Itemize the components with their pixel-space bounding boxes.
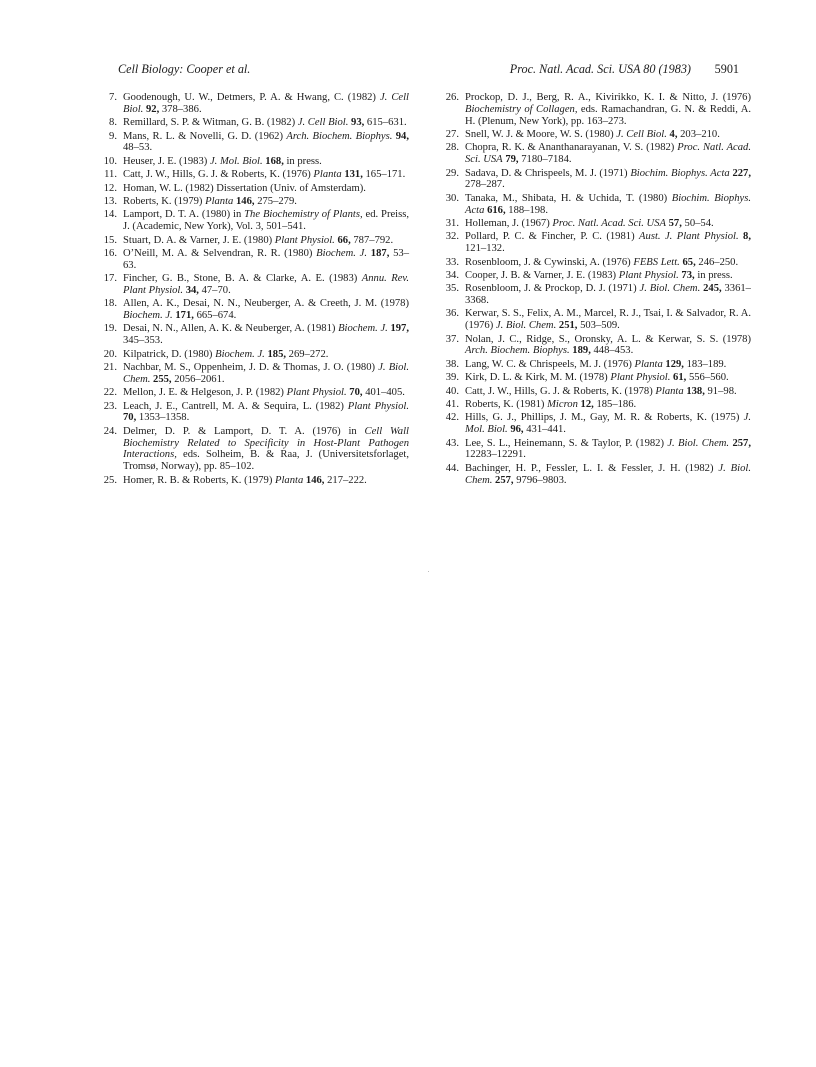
citation-text: eds. Ramachandran, G. N. & Reddi, A. H. (Plenum, New York), pp. 163–273. bbox=[465, 103, 751, 127]
citation-text: Tanaka, M., Shibata, H. & Uchida, T. (1980) bbox=[465, 192, 672, 204]
citation-text: Allen, A. K., Desai, N. N., Neuberger, A. & Creeth, J. M. (1978) bbox=[123, 298, 409, 310]
reference-item bbox=[445, 412, 751, 436]
journal-title: Annu. Rev. Plant Physiol. bbox=[123, 273, 409, 296]
citation-text: 448–453. bbox=[590, 345, 634, 357]
journal-title: Proc. Natl. Acad. Sci. USA bbox=[465, 142, 751, 166]
citation-text: 12283–12291. bbox=[465, 449, 526, 461]
reference-number: 28. bbox=[445, 142, 459, 154]
reference-number: 22. bbox=[103, 387, 117, 399]
journal-title: J. Cell Biol. bbox=[616, 128, 667, 140]
references-column-right bbox=[445, 92, 751, 488]
citation-text: 185–186. bbox=[593, 399, 637, 411]
reference-number: 10. bbox=[103, 155, 117, 167]
reference-number: 19. bbox=[103, 323, 117, 335]
citation-text: 3361–3368. bbox=[465, 283, 751, 307]
journal-title: J. Mol. Biol. bbox=[209, 155, 263, 167]
reference-number: 30. bbox=[445, 192, 459, 204]
reference-text bbox=[123, 169, 409, 181]
reference-text bbox=[465, 92, 751, 127]
reference-number: 38. bbox=[445, 358, 459, 370]
reference-item bbox=[103, 131, 409, 155]
volume-number: 66, bbox=[337, 234, 351, 246]
citation-text: 188–198. bbox=[505, 204, 548, 216]
page-number: 5901 bbox=[714, 62, 739, 76]
citation-text: 91–98. bbox=[704, 385, 737, 397]
reference-text bbox=[465, 372, 751, 384]
volume-number: 57, bbox=[668, 217, 682, 229]
journal-title: Arch. Biochem. Biophys. bbox=[286, 130, 393, 142]
reference-item bbox=[103, 401, 409, 425]
journal-title: Plant Physiol. bbox=[286, 387, 347, 399]
reference-number: 11. bbox=[104, 169, 117, 181]
reference-item bbox=[445, 372, 751, 384]
reference-item bbox=[445, 399, 751, 411]
reference-text bbox=[465, 438, 751, 462]
citation-text: 7180–7184. bbox=[518, 154, 572, 166]
reference-number: 9. bbox=[109, 130, 117, 142]
journal-title: J. Cell Biol. bbox=[123, 92, 410, 115]
volume-number: 79, bbox=[505, 154, 519, 166]
volume-number: 146, bbox=[236, 195, 255, 207]
volume-number: 93, bbox=[351, 117, 365, 129]
reference-text bbox=[123, 475, 409, 487]
reference-text bbox=[123, 156, 409, 168]
reference-number: 42. bbox=[445, 412, 459, 424]
volume-number: 245, bbox=[703, 283, 722, 295]
journal-title: J. Biol. Chem. bbox=[667, 437, 730, 449]
reference-item bbox=[445, 359, 751, 371]
citation-text: Kirk, D. L. & Kirk, M. M. (1978) bbox=[465, 372, 611, 384]
volume-number: 251, bbox=[558, 320, 578, 332]
journal-title: Cell Wall Biochemistry Related to Specificity in Host-Plant Pathogen Interactions, bbox=[123, 425, 409, 461]
volume-number: 34, bbox=[185, 284, 199, 296]
journal-title: Biochem. J. bbox=[316, 247, 368, 259]
citation-text: Rosenbloom, J. & Prockop, D. J. (1971) bbox=[465, 283, 640, 295]
reference-text bbox=[123, 387, 409, 399]
citation-text: Catt, J. W., Hills, G. J. & Roberts, K. (1976) bbox=[123, 169, 314, 181]
reference-number: 27. bbox=[445, 128, 459, 140]
reference-text bbox=[465, 359, 751, 371]
citation-text: 275–279. bbox=[254, 195, 297, 207]
reference-text bbox=[465, 386, 751, 398]
volume-number: 255, bbox=[153, 373, 172, 385]
reference-number: 16. bbox=[103, 247, 117, 259]
journal-title: J. Mol. Biol. bbox=[465, 412, 751, 436]
citation-text: 787–792. bbox=[350, 234, 394, 246]
journal-title: Planta bbox=[634, 358, 663, 370]
volume-number: 616, bbox=[487, 204, 506, 216]
citation-text: 165–171. bbox=[362, 169, 406, 181]
journal-title: Micron bbox=[547, 399, 578, 411]
reference-text bbox=[123, 349, 409, 361]
citation-text: Hills, G. J., Phillips, J. M., Gay, M. R. & Roberts, K. (1975) bbox=[465, 412, 744, 424]
reference-text bbox=[465, 168, 751, 192]
reference-number: 44. bbox=[445, 462, 459, 474]
reference-item bbox=[103, 156, 409, 168]
citation-text: 665–674. bbox=[193, 310, 237, 322]
volume-number: 8, bbox=[743, 231, 751, 243]
citation-text: 203–210. bbox=[677, 128, 720, 140]
citation-text: Sadava, D. & Chrispeels, M. J. (1971) bbox=[465, 167, 631, 179]
citation-text: O’Neill, M. A. & Selvendran, R. R. (1980) bbox=[123, 247, 317, 259]
reference-text bbox=[123, 248, 409, 272]
running-header-left: Cell Biology: Cooper et al. bbox=[118, 62, 251, 76]
volume-number: 96, bbox=[510, 424, 524, 436]
reference-item bbox=[445, 463, 751, 487]
reference-text bbox=[123, 92, 409, 116]
reference-text bbox=[465, 412, 751, 436]
citation-text: Stuart, D. A. & Varner, J. E. (1980) bbox=[123, 234, 275, 246]
reference-number: 40. bbox=[445, 385, 459, 397]
journal-title: Biochem. J. bbox=[215, 348, 265, 360]
journal-title: Arch. Biochem. Biophys. bbox=[465, 345, 570, 357]
reference-number: 12. bbox=[103, 182, 117, 194]
citation-text: Lang, W. C. & Chrispeels, M. J. (1976) bbox=[465, 358, 635, 370]
citation-text: 503–509. bbox=[577, 320, 620, 332]
reference-text bbox=[465, 308, 751, 332]
reference-number: 43. bbox=[445, 437, 459, 449]
volume-number: 146, bbox=[305, 474, 325, 486]
citation-text: 217–222. bbox=[324, 474, 367, 486]
journal-title: Biochim. Biophys. Acta bbox=[630, 167, 730, 179]
citation-text: 183–189. bbox=[683, 358, 727, 370]
citation-text: 53–63. bbox=[123, 247, 410, 271]
volume-number: 70, bbox=[349, 387, 363, 399]
reference-item bbox=[445, 308, 751, 332]
running-header bbox=[118, 62, 739, 78]
journal-title: Plant Physiol. bbox=[610, 372, 671, 384]
journal-title: Biochem. J. bbox=[338, 323, 388, 335]
citation-text: Homer, R. B. & Roberts, K. (1979) bbox=[123, 474, 275, 486]
reference-number: 26. bbox=[445, 92, 459, 103]
reference-text bbox=[123, 401, 409, 425]
citation-text: in press. bbox=[283, 155, 322, 167]
reference-number: 8. bbox=[109, 117, 117, 129]
citation-text: Holleman, J. (1967) bbox=[465, 217, 553, 229]
reference-number: 20. bbox=[103, 348, 117, 360]
reference-number: 33. bbox=[445, 256, 459, 268]
journal-title: Plant Physiol. bbox=[274, 234, 335, 246]
reference-item bbox=[103, 169, 409, 181]
citation-text: Delmer, D. P. & Lamport, D. T. A. (1976) in bbox=[123, 425, 365, 437]
volume-number: 185, bbox=[267, 348, 287, 360]
volume-number: 257, bbox=[495, 474, 514, 486]
reference-number: 39. bbox=[445, 372, 459, 384]
reference-item bbox=[445, 193, 751, 217]
reference-number: 32. bbox=[445, 231, 459, 243]
citation-text: 401–405. bbox=[362, 387, 405, 399]
citation-text: Roberts, K. (1981) bbox=[465, 399, 548, 411]
journal-title: J. Biol. Chem. bbox=[465, 462, 751, 486]
reference-text bbox=[465, 231, 751, 255]
citation-text: Rosenbloom, J. & Cywinski, A. (1976) bbox=[465, 256, 634, 268]
volume-number: 70, bbox=[123, 412, 137, 424]
journal-title: Plant Physiol. bbox=[347, 400, 409, 412]
citation-text: Catt, J. W., Hills, G. J. & Roberts, K. (1978) bbox=[465, 385, 656, 397]
reference-text bbox=[123, 131, 409, 155]
reference-number: 17. bbox=[103, 273, 117, 285]
citation-text: 278–287. bbox=[465, 179, 505, 191]
journal-title: Planta bbox=[205, 195, 234, 207]
citation-text: Lee, S. L., Heinemann, S. & Taylor, P. (1982) bbox=[465, 437, 668, 449]
reference-number: 35. bbox=[445, 283, 459, 295]
volume-number: 92, bbox=[145, 103, 160, 115]
reference-item bbox=[103, 426, 409, 473]
citation-text: in press. bbox=[694, 269, 733, 281]
volume-number: 189, bbox=[572, 345, 591, 357]
reference-text bbox=[123, 196, 409, 208]
reference-item bbox=[103, 323, 409, 347]
reference-item bbox=[103, 209, 409, 233]
journal-title: Aust. J. Plant Physiol. bbox=[639, 231, 739, 243]
reference-item bbox=[103, 349, 409, 361]
reference-item bbox=[445, 334, 751, 358]
journal-title: Biochemistry of Collagen, bbox=[465, 103, 578, 115]
reference-text bbox=[465, 270, 751, 282]
journal-title: The Biochemistry of Plants, bbox=[244, 209, 363, 221]
reference-text bbox=[465, 142, 751, 166]
journal-title: FEBS Lett. bbox=[633, 256, 680, 268]
citation-text: Mellon, J. E. & Helgeson, J. P. (1982) bbox=[123, 387, 287, 399]
citation-text: Nolan, J. C., Ridge, S., Oronsky, A. L. & Kerwar, S. S. (1978) bbox=[465, 333, 751, 345]
reference-item bbox=[103, 235, 409, 247]
citation-text: Mans, R. L. & Novelli, G. D. (1962) bbox=[123, 130, 287, 142]
reference-text bbox=[465, 399, 751, 411]
volume-number: 65, bbox=[682, 256, 696, 268]
citation-text: Fincher, G. B., Stone, B. A. & Clarke, A. E. (1983) bbox=[123, 273, 362, 285]
citation-text: Chopra, R. K. & Ananthanarayanan, V. S. (1982) bbox=[465, 142, 678, 154]
citation-text: Remillard, S. P. & Witman, G. B. (1982) bbox=[123, 117, 298, 129]
volume-number: 73, bbox=[681, 269, 695, 281]
citation-text: Kerwar, S. S., Felix, A. M., Marcel, R. J., Tsai, I. & Salvador, R. A. (1976) bbox=[465, 308, 751, 332]
journal-title: J. Cell Biol. bbox=[297, 117, 349, 129]
journal-title: Biochem. J. bbox=[123, 310, 173, 322]
journal-title: J. Biol. Chem. bbox=[495, 320, 557, 332]
journal-title: Planta bbox=[275, 474, 304, 486]
reference-number: 25. bbox=[103, 474, 117, 486]
reference-item bbox=[103, 196, 409, 208]
reference-item bbox=[103, 387, 409, 399]
reference-item bbox=[103, 298, 409, 322]
scan-speck bbox=[428, 571, 429, 572]
volume-number: 171, bbox=[175, 310, 194, 322]
reference-text bbox=[123, 298, 409, 322]
reference-item bbox=[103, 248, 409, 272]
citation-text: 345–353. bbox=[123, 335, 163, 347]
volume-number: 138, bbox=[686, 385, 705, 397]
journal-title: Plant Physiol. bbox=[618, 269, 679, 281]
reference-item bbox=[103, 273, 409, 297]
reference-text bbox=[123, 273, 409, 297]
reference-item bbox=[103, 92, 409, 116]
reference-item bbox=[103, 475, 409, 487]
journal-title: J. Biol. Chem. bbox=[123, 362, 409, 385]
citation-text: Homan, W. L. (1982) Dissertation (Univ. of Amsterdam). bbox=[123, 182, 366, 194]
volume-number: 197, bbox=[390, 323, 409, 335]
reference-number: 7. bbox=[109, 92, 117, 103]
reference-text bbox=[123, 235, 409, 247]
citation-text: ed. Preiss, J. (Academic, New York), Vol. 3, 501–541. bbox=[123, 209, 410, 233]
reference-text bbox=[123, 362, 409, 386]
running-header-journal: Proc. Natl. Acad. Sci. USA 80 (1983) bbox=[509, 62, 691, 76]
citation-text: 431–441. bbox=[523, 424, 566, 436]
citation-text: Snell, W. J. & Moore, W. S. (1980) bbox=[465, 128, 617, 140]
reference-number: 31. bbox=[445, 217, 459, 229]
reference-item bbox=[445, 92, 751, 127]
citation-text: Pollard, P. C. & Fincher, P. C. (1981) bbox=[465, 231, 640, 243]
reference-text bbox=[123, 209, 409, 233]
citation-text: 47–70. bbox=[198, 284, 231, 296]
journal-title: Biochim. Biophys. Acta bbox=[465, 192, 751, 216]
citation-text: 121–132. bbox=[465, 243, 505, 255]
citation-text: 246–250. bbox=[695, 256, 739, 268]
citation-text: 269–272. bbox=[286, 348, 329, 360]
reference-text bbox=[465, 334, 751, 358]
reference-number: 29. bbox=[445, 167, 459, 179]
reference-item bbox=[445, 257, 751, 269]
citation-text: 378–386. bbox=[159, 103, 202, 115]
reference-text bbox=[465, 283, 751, 307]
citation-text: 50–54. bbox=[681, 217, 714, 229]
reference-item bbox=[445, 438, 751, 462]
reference-text bbox=[465, 129, 751, 141]
reference-number: 13. bbox=[103, 195, 117, 207]
reference-number: 37. bbox=[445, 333, 459, 345]
citation-text: Bachinger, H. P., Fessler, L. I. & Fessler, J. H. (1982) bbox=[465, 462, 719, 474]
volume-number: 257, bbox=[732, 437, 751, 449]
volume-number: 61, bbox=[673, 372, 687, 384]
citation-text: eds. Solheim, B. & Raa, J. (Universitetsforlaget, Tromsø, Norway), pp. 85–102. bbox=[123, 449, 409, 473]
citation-text: 556–560. bbox=[686, 372, 729, 384]
volume-number: 4, bbox=[669, 128, 678, 140]
reference-number: 21. bbox=[103, 362, 117, 374]
reference-item bbox=[445, 231, 751, 255]
reference-item bbox=[445, 270, 751, 282]
reference-number: 41. bbox=[445, 399, 459, 411]
volume-number: 12, bbox=[580, 399, 594, 411]
reference-item bbox=[103, 362, 409, 386]
reference-item bbox=[445, 218, 751, 230]
citation-text: Kilpatrick, D. (1980) bbox=[123, 348, 216, 360]
citation-text: Prockop, D. J., Berg, R. A., Kivirikko, K. I. & Nitto, J. (1976) bbox=[465, 92, 751, 103]
citation-text: Desai, N. N., Allen, A. K. & Neuberger, A. (1981) bbox=[123, 323, 339, 335]
reference-number: 14. bbox=[103, 209, 117, 221]
reference-number: 15. bbox=[103, 234, 117, 246]
reference-item bbox=[445, 142, 751, 166]
citation-text: Heuser, J. E. (1983) bbox=[123, 155, 210, 167]
volume-number: 131, bbox=[344, 169, 363, 181]
reference-number: 23. bbox=[103, 400, 117, 412]
reference-number: 36. bbox=[445, 308, 459, 320]
volume-number: 168, bbox=[265, 155, 284, 167]
reference-text bbox=[123, 426, 409, 473]
citation-text: 1353–1358. bbox=[136, 412, 190, 424]
references-column-left bbox=[103, 92, 409, 488]
reference-text bbox=[465, 257, 751, 269]
volume-number: 227, bbox=[732, 167, 751, 179]
journal-title: J. Biol. Chem. bbox=[639, 283, 701, 295]
reference-text bbox=[123, 117, 409, 129]
citation-text: Nachbar, M. S., Oppenheim, J. D. & Thomas, J. O. (1980) bbox=[123, 362, 379, 374]
reference-item bbox=[445, 168, 751, 192]
reference-number: 24. bbox=[103, 425, 117, 437]
journal-title: Proc. Natl. Acad. Sci. USA bbox=[552, 217, 666, 229]
reference-item bbox=[103, 183, 409, 195]
citation-text: Roberts, K. (1979) bbox=[123, 195, 206, 207]
reference-text bbox=[465, 463, 751, 487]
reference-text bbox=[123, 183, 409, 195]
reference-item bbox=[103, 117, 409, 129]
citation-text: Cooper, J. B. & Varner, J. E. (1983) bbox=[465, 269, 619, 281]
volume-number: 94, bbox=[395, 130, 409, 142]
citation-text: 2056–2061. bbox=[171, 373, 225, 385]
reference-text bbox=[123, 323, 409, 347]
citation-text: 9796–9803. bbox=[513, 474, 567, 486]
reference-item bbox=[445, 129, 751, 141]
citation-text: Leach, J. E., Cantrell, M. A. & Sequira, L. (1982) bbox=[123, 400, 348, 412]
reference-number: 18. bbox=[103, 298, 117, 310]
citation-text: Lamport, D. T. A. (1980) in bbox=[123, 209, 245, 221]
volume-number: 187, bbox=[370, 247, 390, 259]
citation-text: Goodenough, U. W., Detmers, P. A. & Hwang, C. (1982) bbox=[123, 92, 380, 103]
citation-text: 615–631. bbox=[364, 117, 407, 129]
reference-item bbox=[445, 386, 751, 398]
journal-title: Planta bbox=[313, 169, 342, 181]
reference-item bbox=[445, 283, 751, 307]
reference-text bbox=[465, 193, 751, 217]
reference-number: 34. bbox=[445, 269, 459, 281]
journal-title: Planta bbox=[655, 385, 684, 397]
reference-text bbox=[465, 218, 751, 230]
volume-number: 129, bbox=[665, 358, 684, 370]
citation-text: 48–53. bbox=[123, 142, 153, 154]
